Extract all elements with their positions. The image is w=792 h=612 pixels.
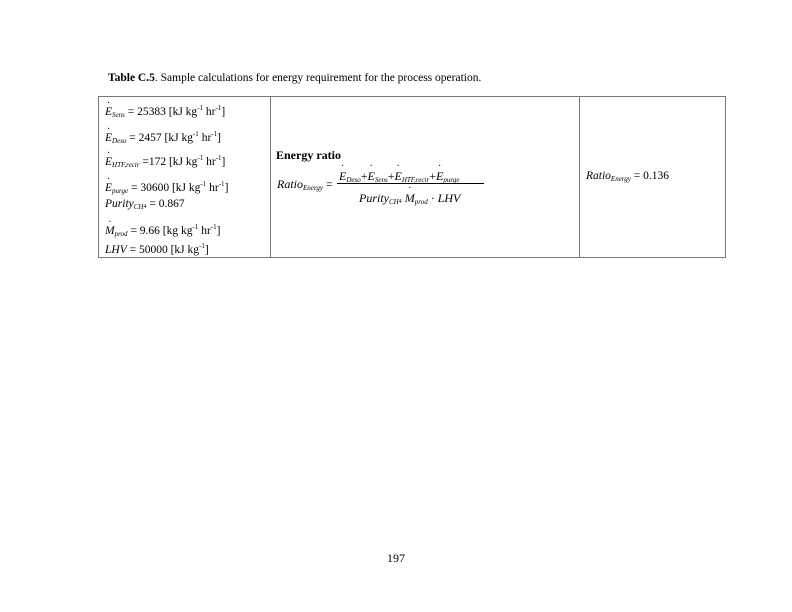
- input-lhv: LHV = 50000 [kJ $kg^{-1}$]: [105, 242, 209, 256]
- ratio-lhs: Ratio$_{Energy}$ =: [277, 177, 333, 192]
- input-e-sens: · $E_{Sens} = 25383$ [kJ $kg^{-1}$ $hr^{-1}$]: [105, 104, 225, 119]
- energy-ratio-title: Energy ratio: [276, 148, 341, 162]
- input-e-htf-recir: · $E_{HTF,recir} =172$ [kJ $kg^{-1}$ $hr^{-1}$]: [105, 154, 225, 169]
- result-cell: [580, 97, 726, 258]
- caption-label: Table C.5: [108, 72, 155, 84]
- page-number: 197: [387, 551, 405, 565]
- input-purity: Purity$_{CH}$4 = 0.867: [105, 198, 185, 211]
- ratio-denominator: Purity$_{CH}$4 · $M_{prod}$ · LHV: [359, 191, 460, 206]
- ratio-numerator: · $E_{Deso}+\cdot E_{Sens}+\cdot E_{HTF,recir}+\cdot E_{purge}$: [339, 169, 459, 184]
- formula-cell: [271, 97, 580, 258]
- input-e-deso: · $E_{Deso} = 2457$ [kJ $kg^{-1}$ $hr^{-1}$]: [105, 130, 221, 145]
- table-caption: [108, 72, 481, 84]
- inputs-cell: [99, 97, 271, 258]
- ratio-result: Ratio$_{Energy}$ = 0.136: [586, 170, 670, 183]
- caption-text: . Sample calculations for energy requirement for the process operation.: [154, 72, 482, 84]
- input-e-purge: · $E_{purge} = 30600$ [kJ $kg^{-1}$ $hr^{-1}$]: [105, 180, 228, 195]
- calculation-table: [98, 96, 726, 258]
- input-m-prod: · $M_{prod} = 9.66$ [kg $kg^{-1}$ $hr^{-1}$]: [105, 223, 221, 238]
